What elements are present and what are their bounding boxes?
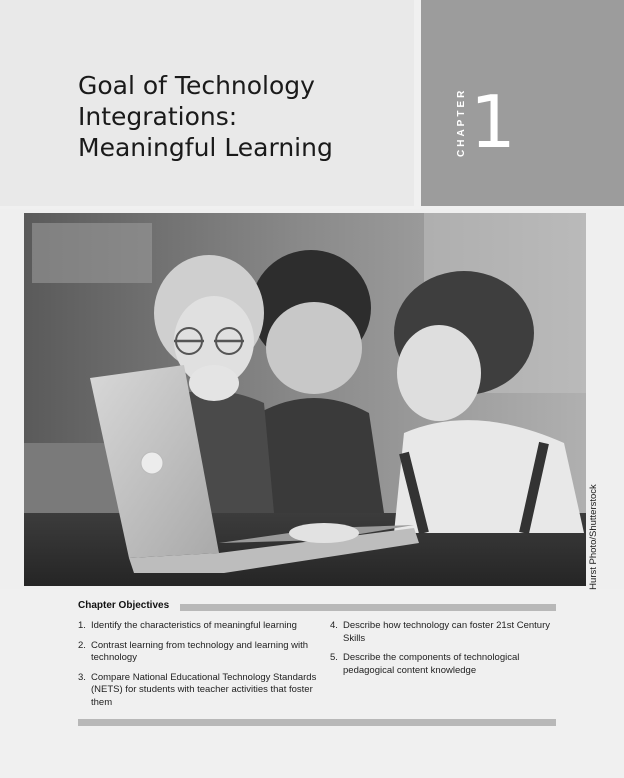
objective-number: 1.: [78, 620, 86, 631]
objectives-bottom-rule: [78, 719, 556, 726]
objectives-heading: Chapter Objectives: [78, 600, 170, 611]
objective-item: [78, 672, 318, 710]
objective-item: [330, 620, 550, 645]
objective-number: 5.: [330, 652, 338, 663]
objective-text: Describe how technology can foster 21st Century Skills: [343, 620, 550, 644]
photo-credit: Hurst Photo/Shutterstock: [588, 484, 599, 590]
objective-text: Contrast learning from technology and learning with technology: [91, 639, 309, 663]
chapter-number-panel: [421, 0, 624, 206]
objective-number: 4.: [330, 620, 338, 631]
chapter-label: CHAPTER: [456, 87, 467, 157]
chapter-title: Goal of Technology Integrations: Meaningful Learning: [78, 71, 333, 162]
objective-item: [78, 620, 318, 633]
objective-text: Describe the components of technological pedagogical content knowledge: [343, 652, 520, 676]
children-at-laptop-photo: [24, 213, 586, 586]
objective-item: [78, 640, 318, 665]
objective-text: Compare National Educational Technology Standards (NETS) for students with teacher activities that foster them: [91, 671, 317, 708]
photo-illustration: [24, 213, 586, 586]
objective-number: 3.: [78, 671, 86, 683]
chapter-number: 1: [470, 80, 516, 164]
objective-text: Identify the characteristics of meaningful learning: [91, 620, 297, 631]
objectives-rule: [180, 604, 556, 611]
objective-number: 2.: [78, 639, 86, 651]
objectives-list-left: [78, 620, 318, 716]
objective-item: [330, 652, 550, 677]
objectives-list-right: [330, 620, 550, 684]
